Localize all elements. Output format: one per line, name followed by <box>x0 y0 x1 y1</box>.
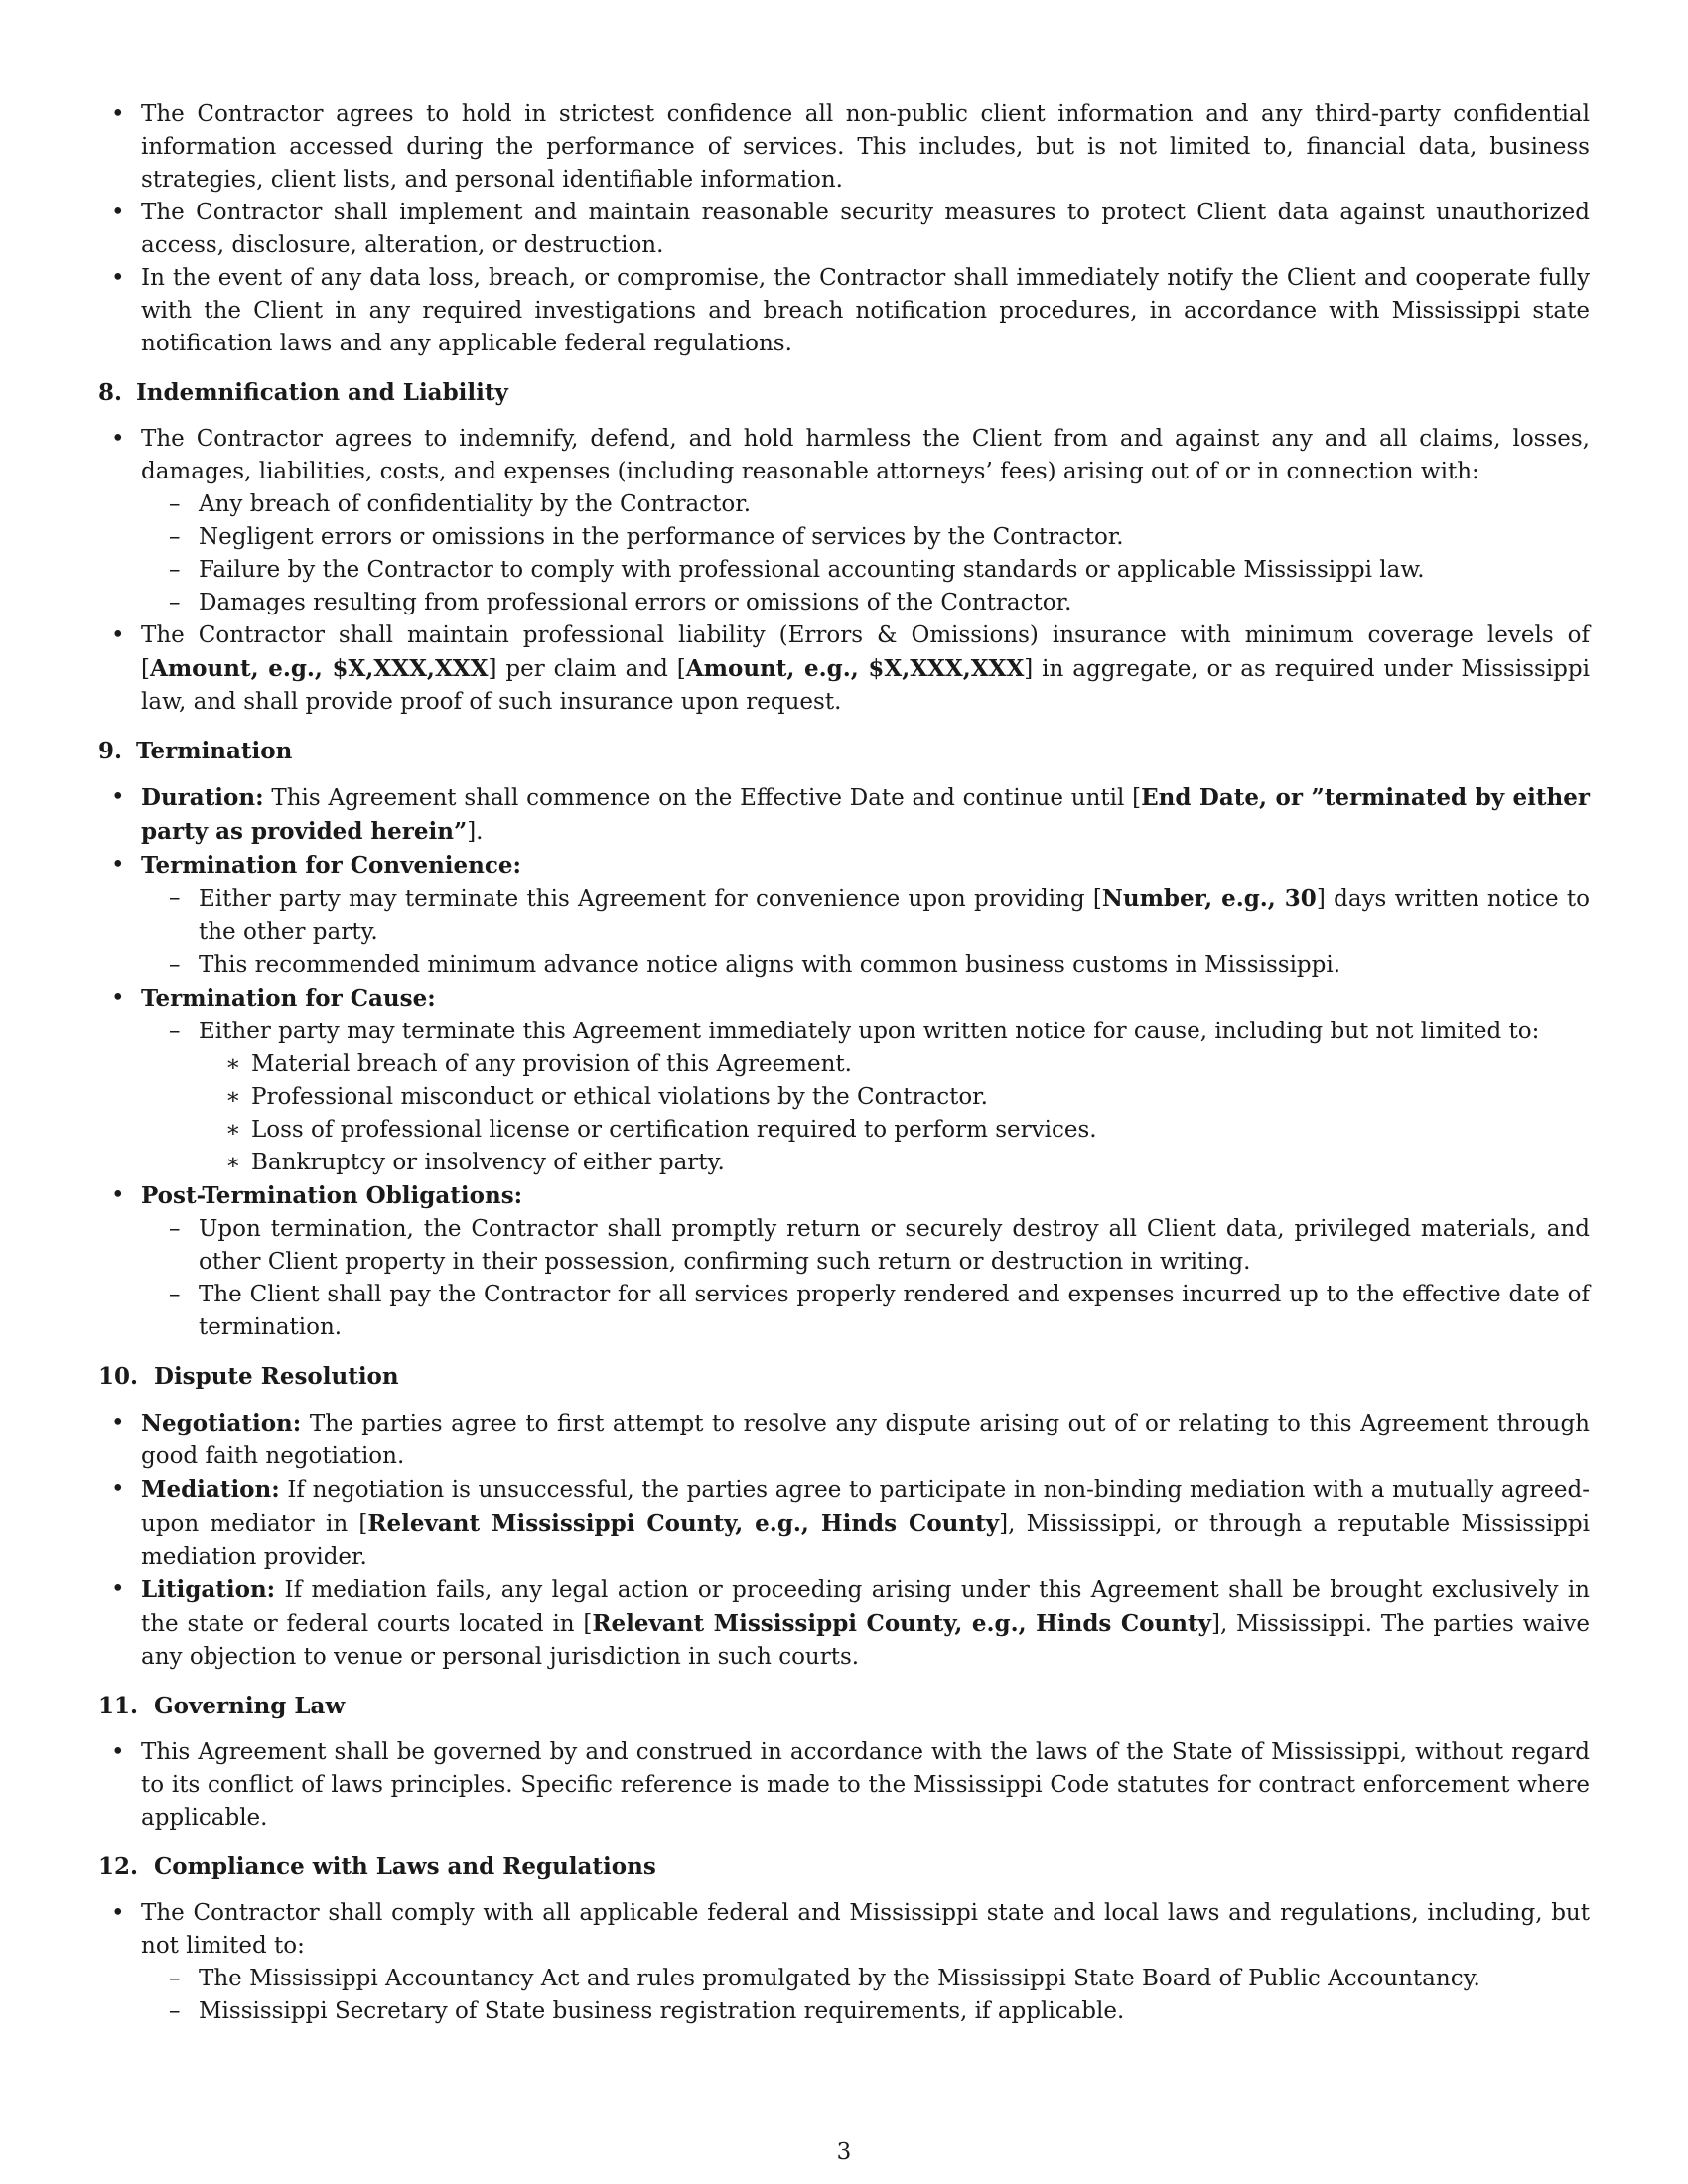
bullet-marker: • <box>111 1576 125 1602</box>
star-marker: ∗ <box>225 1051 241 1077</box>
list-item: ∗ Professional misconduct or ethical violations by the Contractor. <box>251 1081 1590 1114</box>
post-termination-sublist <box>169 1213 1590 1344</box>
dash-marker: – <box>169 1966 181 1991</box>
dash-marker: – <box>169 886 181 911</box>
cause-sublist <box>169 1016 1590 1179</box>
end-date-placeholder: End Date, or ”terminated by either party as provided herein” <box>141 784 1591 845</box>
amount-placeholder: Amount, e.g., $X,XXX,XXX <box>685 655 1025 682</box>
dash-marker: – <box>169 1282 181 1307</box>
dash-marker: – <box>169 524 181 550</box>
dash-marker: – <box>169 557 181 583</box>
bullet-marker: • <box>111 784 125 810</box>
section-heading-dispute-resolution: 10. Dispute Resolution <box>98 1363 399 1390</box>
dash-marker: – <box>169 1019 181 1044</box>
bullet-marker: • <box>111 1476 125 1502</box>
section-heading-indemnification: 8. Indemnification and Liability <box>98 379 508 406</box>
list-item: • Post-Termination Obligations: – Upon termination, the Contractor shall promptly return or securely destroy all Client data, privileged materials, and other Client property in their possession, confirming such return or destruction in writing. – The Client shall pay the Contractor for all services properly rendered and expenses incurred up to the effective date of termination. <box>141 1179 1590 1344</box>
bullet-marker: • <box>111 622 125 648</box>
compliance-bullets <box>111 1897 1590 2028</box>
indemnification-bullets <box>111 423 1590 719</box>
termination-bullets <box>111 781 1591 1344</box>
dash-marker: – <box>169 1998 181 2024</box>
list-item: – Either party may terminate this Agreement immediately upon written notice for cause, including but not limited to: ∗ Material breach of any provision of this Agreement. ∗ Professional misconduct or ethical violations by the Contractor. ∗ Loss of professional license or certification required to perform services. ∗ Bankruptcy or insolvency of either party. <box>199 1016 1590 1179</box>
list-item: – The Mississippi Accountancy Act and rules promulgated by the Mississippi State Board of Public Accountancy. <box>199 1963 1590 1995</box>
list-item: • Duration: This Agreement shall commence on the Effective Date and continue until [End Date, or ”terminated by either party as provided herein”]. <box>141 781 1590 849</box>
bullet-marker: • <box>111 1739 125 1765</box>
bullet-marker: • <box>111 101 125 127</box>
list-item: • The Contractor shall comply with all applicable federal and Mississippi state and local laws and regulations, including, but not limited to: – The Mississippi Accountancy Act and rules promulgated by the Mississippi State Board of Public Accountancy. – Mississippi Secretary of State business registration requirements, if applicable. <box>141 1897 1590 2028</box>
list-item: • The Contractor shall maintain professional liability (Errors & Omissions) insurance with minimum coverage levels of [Amount, e.g., $X,XXX,XXX] per claim and [Amount, e.g., $X,XXX,XXX] in aggregate, or as required under Mississippi law, and shall provide proof of such insurance upon request. <box>141 619 1590 719</box>
list-item: – Upon termination, the Contractor shall promptly return or securely destroy all Client data, privileged materials, and other Client property in their possession, confirming such return or destruction in writing. <box>199 1213 1590 1279</box>
list-item: – Negligent errors or omissions in the performance of services by the Contractor. <box>199 521 1590 554</box>
list-item: • Termination for Convenience: – Either party may terminate this Agreement for convenience upon providing [Number, e.g., 30] days written notice to the other party. – This recommended minimum advance notice aligns with common business customs in Mississippi. <box>141 849 1590 982</box>
list-item: – The Client shall pay the Contractor for all services properly rendered and expenses incurred up to the effective date of termination. <box>199 1279 1590 1344</box>
bullet-marker: • <box>111 265 125 291</box>
dash-marker: – <box>169 952 181 978</box>
bullet-marker: • <box>111 1182 125 1208</box>
bullet-marker: • <box>111 426 125 452</box>
list-item: ∗ Bankruptcy or insolvency of either party. <box>251 1147 1590 1179</box>
county-placeholder: Relevant Mississippi County, e.g., Hinds County <box>367 1510 1000 1537</box>
section-heading-compliance: 12. Compliance with Laws and Regulations <box>98 1853 656 1880</box>
document-page <box>98 98 1590 2028</box>
list-item: • Termination for Cause: – Either party may terminate this Agreement immediately upon written notice for cause, including but not limited to: ∗ Material breach of any provision of this Agreement. ∗ Professional misconduct or ethical violations by the Contractor. ∗ Loss of professional license or certification required to perform services. ∗ Bankruptcy or insolvency of either party. <box>141 982 1590 1179</box>
star-marker: ∗ <box>225 1084 241 1110</box>
list-item: – Failure by the Contractor to comply with professional accounting standards or applicable Mississippi law. <box>199 554 1590 587</box>
star-marker: ∗ <box>225 1117 241 1143</box>
list-item: – Damages resulting from professional errors or omissions of the Contractor. <box>199 587 1590 619</box>
bullet-marker: • <box>111 1900 125 1926</box>
governing-law-bullets <box>111 1736 1590 1835</box>
star-marker: ∗ <box>225 1150 241 1175</box>
list-item: • This Agreement shall be governed by and construed in accordance with the laws of the State of Mississippi, without regard to its conflict of laws principles. Specific reference is made to the Mississippi Code statutes for contract enforcement where applicable. <box>141 1736 1590 1835</box>
confidentiality-bullets <box>111 98 1590 360</box>
list-item: ∗ Loss of professional license or certification required to perform services. <box>251 1114 1590 1147</box>
section-heading-governing-law: 11. Governing Law <box>98 1693 346 1719</box>
list-item: • The Contractor agrees to indemnify, defend, and hold harmless the Client from and against any and all claims, losses, damages, liabilities, costs, and expenses (including reasonable attorneys’ fees) arising out of or in connection with: – Any breach of confidentiality by the Contractor. – Negligent errors or omissions in the performance of services by the Contractor. – Failure by the Contractor to comply with professional accounting standards or applicable Mississippi law. – Damages resulting from professional errors or omissions of the Contractor. <box>141 423 1590 619</box>
list-item: • Negotiation: The parties agree to first attempt to resolve any dispute arising out of or relating to this Agreement through good faith negotiation. <box>141 1407 1590 1473</box>
bullet-marker: • <box>111 852 125 878</box>
compliance-sublist <box>169 1963 1590 2028</box>
section-heading-termination: 9. Termination <box>98 738 293 764</box>
dash-marker: – <box>169 491 181 517</box>
dispute-bullets <box>111 1407 1591 1674</box>
list-item: ∗ Material breach of any provision of this Agreement. <box>251 1048 1590 1081</box>
dash-marker: – <box>169 590 181 615</box>
list-item: • The Contractor shall implement and maintain reasonable security measures to protect Client data against unauthorized access, disclosure, alteration, or destruction. <box>141 197 1590 262</box>
cause-items <box>225 1048 1590 1179</box>
list-item: – This recommended minimum advance notice aligns with common business customs in Mississippi. <box>199 949 1590 982</box>
list-item: • In the event of any data loss, breach, or compromise, the Contractor shall immediately notify the Client and cooperate fully with the Client in any required investigations and breach notification procedures, in accordance with Mississippi state notification laws and any applicable federal regulations. <box>141 262 1590 360</box>
days-placeholder: Number, e.g., 30 <box>1101 886 1317 912</box>
list-item: • The Contractor agrees to hold in strictest confidence all non-public client information and any third-party confidential information accessed during the performance of services. This includes, but is not limited to, financial data, business strategies, client lists, and personal identifiable information. <box>141 98 1590 197</box>
list-item: – Mississippi Secretary of State business registration requirements, if applicable. <box>199 1995 1590 2028</box>
list-item: • Mediation: If negotiation is unsuccessful, the parties agree to participate in non-binding mediation with a mutually agreed-upon mediator in [Relevant Mississippi County, e.g., Hinds County], Mississippi, or through a reputable Mississippi mediation provider. <box>141 1473 1590 1573</box>
bullet-marker: • <box>111 985 125 1011</box>
indemnification-sublist <box>169 488 1590 619</box>
amount-placeholder: Amount, e.g., $X,XXX,XXX <box>149 655 489 682</box>
bullet-marker: • <box>111 1410 125 1435</box>
list-item: – Either party may terminate this Agreement for convenience upon providing [Number, e.g., 30] days written notice to the other party. <box>199 883 1590 949</box>
dash-marker: – <box>169 1216 181 1242</box>
convenience-sublist <box>169 883 1590 982</box>
county-placeholder: Relevant Mississippi County, e.g., Hinds County <box>592 1610 1211 1637</box>
list-item: – Any breach of confidentiality by the Contractor. <box>199 488 1590 521</box>
list-item: • Litigation: If mediation fails, any legal action or proceeding arising under this Agreement shall be brought exclusively in the state or federal courts located in [Relevant Mississippi County, e.g., Hinds County], Mississippi. The parties waive any objection to venue or personal jurisdiction in such courts. <box>141 1573 1590 1674</box>
page-number: 3 <box>836 2139 852 2165</box>
bullet-marker: • <box>111 200 125 225</box>
